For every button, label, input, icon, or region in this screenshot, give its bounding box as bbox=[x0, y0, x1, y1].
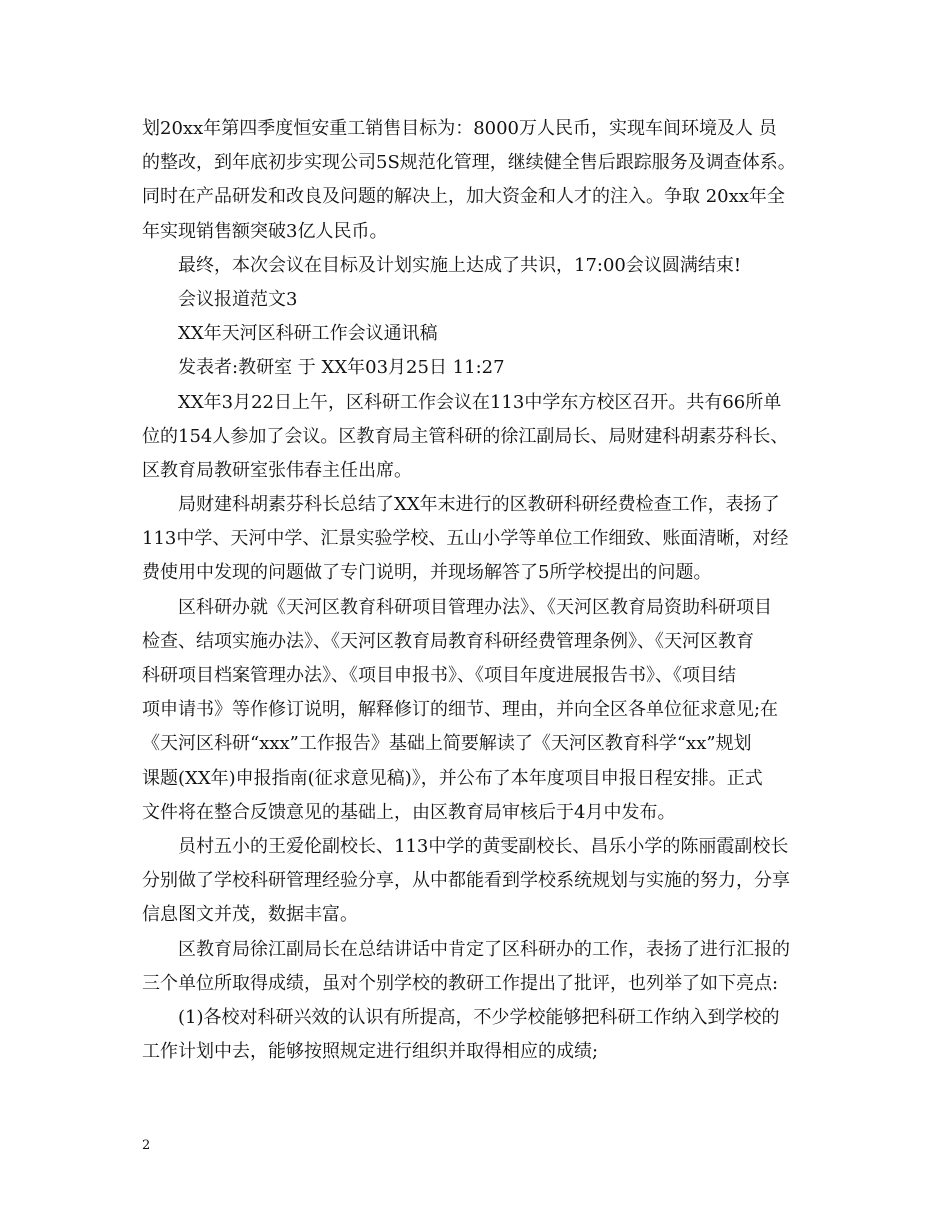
text-line: 位的154人参加了会议。区教育局主管科研的徐江副局长、局财建科胡素芬科长、 bbox=[142, 425, 789, 447]
text-line: 分别做了学校科研管理经验分享，从中都能看到学校系统规划与实施的努力，分享 bbox=[142, 870, 790, 892]
text-line: 课题(XX年)申报指南(征求意见稿)》，并公布了本年度项目申报日程安排。正式 bbox=[142, 767, 763, 789]
text-line: XX年3月22日上午，区科研工作会议在113中学东方校区召开。共有66所单 bbox=[178, 391, 782, 413]
text-line: 年实现销售额突破3亿人民币。 bbox=[142, 220, 388, 242]
text-line: 科研项目档案管理办法》、《项目申报书》、《项目年度进展报告书》、《项目结 bbox=[142, 665, 736, 686]
text-line: 发表者:教研室 于 XX年03月25日 11:27 bbox=[178, 357, 505, 379]
text-line: 工作计划中去，能够按照规定进行组织并取得相应的成绩; bbox=[142, 1041, 599, 1063]
text-line: 划20xx年第四季度恒安重工销售目标为：8000万人民币，实现车间环境及人 员 bbox=[142, 118, 777, 139]
text-line: 《天河区科研“xxx”工作报告》基础上简要解读了《天河区教育科学“xx”规划 bbox=[142, 733, 752, 755]
text-line: 会议报道范文3 bbox=[178, 288, 298, 310]
text-line: (1)各校对科研兴效的认识有所提高，不少学校能够把科研工作纳入到学校的 bbox=[178, 1006, 780, 1028]
text-line: 员村五小的王爱伦副校长、113中学的黄雯副校长、昌乐小学的陈丽霞副校长 bbox=[178, 835, 789, 857]
document-body bbox=[142, 112, 814, 1069]
text-line: 文件将在整合反馈意见的基础上，由区教育局审核后于4月中发布。 bbox=[142, 801, 676, 823]
text-line: 局财建科胡素芬科长总结了XX年末进行的区教研科研经费检查工作，表扬了 bbox=[178, 494, 780, 516]
text-line: 113中学、天河中学、汇景实验学校、五山小学等单位工作细致、账面清晰，对经 bbox=[142, 528, 789, 550]
text-line: 的整改，到年底初步实现公司5S规范化管理，继续健全售后跟踪服务及调查体系。 bbox=[142, 152, 796, 174]
text-line: 检查、结项实施办法》、《天河区教育局教育科研经费管理条例》、《天河区教育 bbox=[142, 630, 754, 652]
text-line: 最终，本次会议在目标及计划实施上达成了共识，17:00会议圆满结束! bbox=[178, 254, 742, 276]
text-line: 费使用中发现的问题做了专门说明，并现场解答了5所学校提出的问题。 bbox=[142, 562, 712, 584]
page-number: 2 bbox=[142, 1138, 151, 1153]
text-line: 三个单位所取得成绩，虽对个别学校的教研工作提出了批评，也列举了如下亮点: bbox=[142, 972, 779, 994]
text-line: 区教育局教研室张伟春主任出席。 bbox=[142, 459, 412, 481]
text-line: 项申请书》等作修订说明，解释修订的细节、理由，并向全区各单位征求意见;在 bbox=[142, 699, 779, 721]
text-line: 区教育局徐江副局长在总结讲话中肯定了区科研办的工作，表扬了进行汇报的 bbox=[178, 938, 790, 960]
text-line: XX年天河区科研工作会议通讯稿 bbox=[178, 323, 438, 345]
text-line: 信息图文并茂，数据丰富。 bbox=[142, 904, 358, 926]
text-line: 同时在产品研发和改良及问题的解决上，加大资金和人才的注入。争取 20xx年全 bbox=[142, 186, 785, 208]
text-line: 区科研办就《天河区教育科研项目管理办法》、《天河区教育局资助科研项目 bbox=[178, 596, 772, 618]
